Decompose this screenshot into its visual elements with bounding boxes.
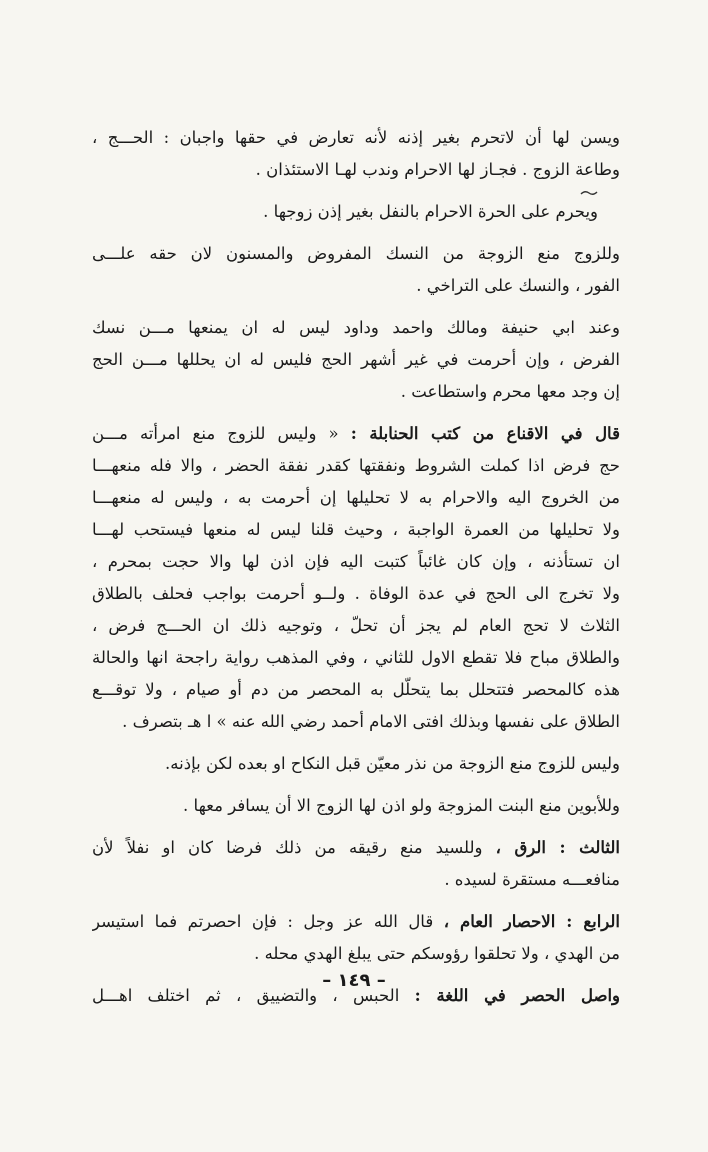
text-line: وللأبوين منع البنت المزوجة ولو اذن لها الزوج الا أن يسافر معها .	[183, 796, 620, 815]
text-segment: قال الله عز وجل : فإن احصرتم فما استيسر	[92, 912, 444, 931]
section-heading: الثالث : الرق ،	[495, 838, 620, 857]
paragraph-2	[92, 196, 620, 228]
text-line: إن وجد معها محرم واستطاعت .	[400, 382, 620, 401]
page-body	[92, 122, 620, 1022]
text-line	[92, 906, 620, 938]
paragraph-1	[92, 122, 620, 186]
text-line: وللزوج منع الزوجة من النسك المفروض والمسنون لان حقه علـــى	[92, 244, 620, 263]
text-line: من الخروج اليه والاحرام به لا تحليلها إن أحرمت به ، وليس له منعهـــا	[92, 488, 620, 507]
text-line: الطلاق على نفسها وبذلك افتى الامام أحمد رضي الله عنه » ا هـ بتصرف .	[122, 712, 620, 731]
text-line: الفرض ، وإن أحرمت في غير أشهر الحج فليس له ان يحللها مـــن الحج	[92, 350, 620, 369]
text-line: الثلاث لا تحج العام لم يجز أن تحلّ ، وتوجيه ذلك ان الحـــج فرض ،	[92, 616, 620, 635]
text-line	[92, 418, 620, 450]
text-line: وليس للزوج منع الزوجة من نذر معيّن قبل النكاح او بعده لكن بإذنه.	[165, 754, 620, 773]
paragraph-8	[92, 832, 620, 896]
section-heading: واصل الحصر في اللغة :	[414, 986, 620, 1005]
paragraph-3	[92, 238, 620, 302]
text-line: الفور ، والنسك على التراخي .	[416, 276, 620, 295]
text-line: وعند ابي حنيفة ومالك واحمد وداود ليس له ان يمنعها مـــن نسك	[92, 318, 620, 337]
text-segment: الحبس ، والتضييق ، ثم اختلف اهـــل	[92, 986, 415, 1005]
text-line: وطاعة الزوج . فجـاز لها الاحرام وندب لهـا الاستئذان .	[255, 160, 620, 179]
text-line: ويسن لها أن لاتحرم بغير إذنه لأنه تعارض في حقها واجبان : الحـــج ،	[92, 128, 620, 147]
paragraph-9	[92, 906, 620, 970]
text-segment: وللسيد منع رقيقه من ذلك فرضا كان او نفلاً لأن	[92, 838, 496, 857]
text-line: من الهدي ، ولا تحلقوا رؤوسكم حتى يبلغ الهدي محله .	[254, 944, 620, 963]
text-line: ولا تخرج الى الحج في عدة الوفاة . ولــو أحرمت بواجب فحلف بالطلاق	[92, 584, 620, 603]
text-line: والطلاق مباح فلا تقطع الاول للثاني ، وفي المذهب رواية راجحة انها والحالة	[92, 648, 620, 667]
text-line: ولا تحليلها من العمرة الواجبة ، وحيث قلنا ليس له منعها فيستحب لهـــا	[92, 520, 620, 539]
page-number: – ١٤٩ –	[322, 970, 386, 991]
paragraph-4	[92, 312, 620, 408]
text-segment: « وليس للزوج منع امرأته مـــن	[92, 424, 351, 443]
text-line	[92, 832, 620, 864]
paragraph-6	[92, 748, 620, 780]
section-heading: قال في الاقناع من كتب الحنابلة :	[350, 424, 620, 443]
text-line: هذه كالمحصر فتتحلل بما يتحلّل به المحصر من دم أو صيام ، ولا توقـــع	[92, 680, 620, 699]
section-heading: الرابع : الاحصار العام ،	[443, 912, 620, 931]
text-line: منافعـــه مستقرة لسيده .	[444, 870, 620, 889]
text-line: حج فرض اذا كملت الشروط ونفقتها كقدر نفقة الحضر ، والا فله منعهـــا	[92, 456, 620, 475]
text-line: ويحرم على الحرة الاحرام بالنفل بغير إذن زوجها .	[263, 202, 598, 221]
text-line: ان تستأذنه ، وإن كان غائباً كتبت اليه فإن اذن لها والا حجت بمحرم ،	[92, 552, 620, 571]
paragraph-5	[92, 418, 620, 738]
paragraph-7	[92, 790, 620, 822]
